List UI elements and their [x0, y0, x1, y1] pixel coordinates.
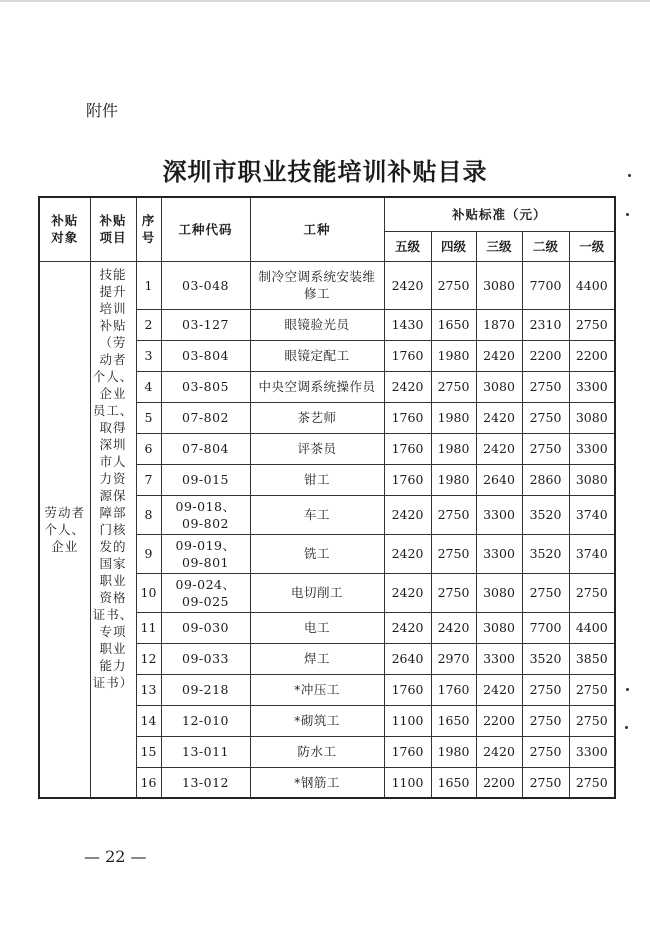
- level-4-cell: 2750: [431, 573, 476, 612]
- code-cell: [161, 464, 250, 495]
- level-2-cell: 2750: [522, 736, 569, 767]
- trade-cell: [250, 495, 384, 534]
- level-4-cell: 1760: [431, 674, 476, 705]
- item-line: 力资: [99, 470, 127, 486]
- item-line: 提升: [99, 283, 127, 299]
- seq-cell: 15: [136, 736, 161, 767]
- trade-line: 铣工: [303, 546, 330, 561]
- trade-line: 电工: [303, 620, 330, 635]
- item-line: 职业: [99, 640, 127, 656]
- level-4-cell: 1650: [431, 705, 476, 736]
- trade-line: 车工: [303, 507, 330, 522]
- trade-line: *冲压工: [294, 682, 340, 697]
- level-5-cell: 2640: [384, 643, 431, 674]
- code-cell: [161, 534, 250, 573]
- level-3-cell: 3300: [476, 495, 522, 534]
- level-5-cell: 1430: [384, 309, 431, 340]
- header-code: 工种代码: [161, 197, 250, 261]
- header-level-1: 一级: [569, 231, 615, 261]
- subsidy-table: [38, 196, 616, 799]
- header-row-1: [39, 197, 615, 231]
- item-line: 培训: [99, 300, 127, 316]
- level-5-cell: 2420: [384, 534, 431, 573]
- item-line: 专项: [99, 623, 127, 639]
- code-line: 09-015: [182, 472, 229, 487]
- level-1-cell: 3740: [569, 534, 615, 573]
- header-target-line: 对象: [51, 230, 79, 246]
- trade-line: 修工: [303, 286, 330, 301]
- item-line: 国家: [99, 555, 127, 571]
- code-cell: [161, 402, 250, 433]
- level-3-cell: 1870: [476, 309, 522, 340]
- header-seq-line: 号: [141, 230, 156, 246]
- level-2-cell: 7700: [522, 261, 569, 309]
- trade-cell: [250, 674, 384, 705]
- level-2-cell: 2200: [522, 340, 569, 371]
- trade-line: *钢筋工: [294, 774, 340, 790]
- trade-cell: [250, 705, 384, 736]
- trade-line: 眼镜定配工: [284, 348, 350, 363]
- level-2-cell: 2750: [522, 573, 569, 612]
- trade-line: 中央空调系统操作员: [258, 379, 376, 394]
- scan-speck: [626, 688, 629, 691]
- seq-cell: 1: [136, 261, 161, 309]
- item-line: 员工、: [92, 402, 134, 418]
- item-line: 补贴: [99, 317, 127, 333]
- code-line: 09-801: [182, 554, 229, 570]
- item-cell: [90, 261, 136, 798]
- header-level-3: 三级: [476, 231, 522, 261]
- code-line: 07-802: [182, 410, 229, 425]
- level-1-cell: 3740: [569, 495, 615, 534]
- trade-line: 电切削工: [290, 585, 343, 600]
- target-cell: [39, 261, 90, 798]
- level-1-cell: 3300: [569, 371, 615, 402]
- trade-cell: [250, 340, 384, 371]
- seq-cell: 2: [136, 309, 161, 340]
- level-3-cell: 3300: [476, 534, 522, 573]
- item-line: 能力: [99, 657, 127, 673]
- level-3-cell: 2420: [476, 736, 522, 767]
- scan-edge: [0, 0, 650, 2]
- level-4-cell: 2750: [431, 495, 476, 534]
- header-target: [39, 197, 90, 261]
- seq-cell: 8: [136, 495, 161, 534]
- header-level-2: 二级: [522, 231, 569, 261]
- trade-cell: [250, 261, 384, 309]
- item-line: 证书、: [92, 606, 134, 622]
- trade-cell: [250, 767, 384, 798]
- trade-cell: [250, 612, 384, 643]
- item-line: 市人: [99, 453, 127, 469]
- trade-cell: [250, 433, 384, 464]
- level-2-cell: 2310: [522, 309, 569, 340]
- item-line: 个人、: [92, 368, 134, 384]
- code-line: 03-804: [182, 348, 229, 363]
- level-1-cell: 2200: [569, 340, 615, 371]
- level-5-cell: 2420: [384, 371, 431, 402]
- header-level-5: 五级: [384, 231, 431, 261]
- level-5-cell: 1100: [384, 767, 431, 798]
- level-1-cell: 3850: [569, 643, 615, 674]
- level-2-cell: 2750: [522, 371, 569, 402]
- level-5-cell: 1760: [384, 736, 431, 767]
- level-5-cell: 1100: [384, 705, 431, 736]
- code-line: 09-018、: [175, 498, 236, 514]
- trade-line: 茶艺师: [297, 410, 337, 425]
- target-line: 企业: [51, 538, 79, 554]
- item-line: 证书）: [92, 674, 134, 690]
- level-3-cell: 3080: [476, 261, 522, 309]
- seq-cell: 5: [136, 402, 161, 433]
- header-level-4: 四级: [431, 231, 476, 261]
- header-trade: 工种: [250, 197, 384, 261]
- level-2-cell: 2750: [522, 433, 569, 464]
- item-line: 取得: [99, 419, 127, 435]
- code-cell: [161, 674, 250, 705]
- trade-cell: [250, 534, 384, 573]
- code-cell: [161, 612, 250, 643]
- level-5-cell: 2420: [384, 612, 431, 643]
- trade-cell: [250, 402, 384, 433]
- level-1-cell: 4400: [569, 261, 615, 309]
- item-line: 发的: [99, 538, 127, 554]
- seq-cell: 14: [136, 705, 161, 736]
- level-4-cell: 1980: [431, 402, 476, 433]
- level-5-cell: 2420: [384, 261, 431, 309]
- code-line: 12-010: [182, 713, 229, 728]
- level-1-cell: 2750: [569, 767, 615, 798]
- level-5-cell: 1760: [384, 674, 431, 705]
- level-3-cell: 2420: [476, 340, 522, 371]
- trade-cell: [250, 371, 384, 402]
- item-line: 门核: [99, 521, 127, 537]
- level-3-cell: 2640: [476, 464, 522, 495]
- level-4-cell: 1980: [431, 340, 476, 371]
- trade-cell: [250, 736, 384, 767]
- header-standard: 补贴标准（元）: [384, 197, 615, 231]
- item-line: 源保: [99, 487, 127, 503]
- level-2-cell: 3520: [522, 495, 569, 534]
- code-cell: [161, 309, 250, 340]
- code-line: 03-048: [182, 277, 229, 293]
- level-1-cell: 3080: [569, 464, 615, 495]
- code-cell: [161, 705, 250, 736]
- code-line: 09-024、: [175, 576, 236, 592]
- level-4-cell: 2750: [431, 261, 476, 309]
- level-5-cell: 1760: [384, 402, 431, 433]
- header-item-line: 项目: [99, 230, 127, 246]
- level-3-cell: 3300: [476, 643, 522, 674]
- seq-cell: 13: [136, 674, 161, 705]
- code-cell: [161, 371, 250, 402]
- level-1-cell: 2750: [569, 674, 615, 705]
- level-4-cell: 1650: [431, 309, 476, 340]
- level-5-cell: 2420: [384, 495, 431, 534]
- header-seq-line: 序: [141, 213, 156, 229]
- seq-cell: 11: [136, 612, 161, 643]
- code-cell: [161, 261, 250, 309]
- seq-cell: 6: [136, 433, 161, 464]
- code-line: 09-025: [182, 593, 229, 609]
- level-2-cell: 2750: [522, 705, 569, 736]
- code-cell: [161, 573, 250, 612]
- level-3-cell: 2200: [476, 705, 522, 736]
- target-line: 劳动者: [44, 504, 85, 520]
- level-1-cell: 4400: [569, 612, 615, 643]
- level-1-cell: 3300: [569, 736, 615, 767]
- level-3-cell: 2420: [476, 433, 522, 464]
- level-4-cell: 2420: [431, 612, 476, 643]
- trade-line: *砌筑工: [294, 713, 340, 728]
- level-5-cell: 1760: [384, 464, 431, 495]
- code-line: 07-804: [182, 441, 229, 456]
- code-cell: [161, 736, 250, 767]
- code-cell: [161, 643, 250, 674]
- item-line: 职业: [99, 572, 127, 588]
- level-4-cell: 2750: [431, 534, 476, 573]
- level-3-cell: 3080: [476, 573, 522, 612]
- level-2-cell: 3520: [522, 643, 569, 674]
- code-line: 13-012: [182, 774, 229, 790]
- code-line: 09-802: [182, 515, 229, 531]
- code-line: 03-127: [182, 317, 229, 332]
- item-line: 障部: [99, 504, 127, 520]
- document-title: 深圳市职业技能培训补贴目录: [162, 157, 488, 186]
- seq-cell: 12: [136, 643, 161, 674]
- scan-speck: [626, 213, 629, 216]
- level-4-cell: 1650: [431, 767, 476, 798]
- header-item: [90, 197, 136, 261]
- level-3-cell: 3080: [476, 371, 522, 402]
- seq-cell: 3: [136, 340, 161, 371]
- level-1-cell: 3080: [569, 402, 615, 433]
- code-line: 09-030: [182, 620, 229, 635]
- trade-line: 焊工: [303, 651, 330, 666]
- header-target-line: 补贴: [51, 213, 79, 229]
- level-1-cell: 2750: [569, 573, 615, 612]
- seq-cell: 4: [136, 371, 161, 402]
- code-cell: [161, 767, 250, 798]
- level-3-cell: 2420: [476, 674, 522, 705]
- level-4-cell: 1980: [431, 736, 476, 767]
- level-2-cell: 2750: [522, 767, 569, 798]
- attachment-label: 附件: [86, 101, 119, 120]
- trade-cell: [250, 464, 384, 495]
- level-2-cell: 2860: [522, 464, 569, 495]
- seq-cell: 16: [136, 767, 161, 798]
- scan-speck: [628, 174, 631, 177]
- level-2-cell: 3520: [522, 534, 569, 573]
- page-number: — 22 —: [84, 847, 147, 866]
- trade-line: 制冷空调系统安装维: [258, 269, 376, 284]
- item-line: 深圳: [99, 436, 127, 452]
- seq-cell: 10: [136, 573, 161, 612]
- level-1-cell: 2750: [569, 705, 615, 736]
- target-line: 个人、: [44, 521, 85, 537]
- code-cell: [161, 340, 250, 371]
- code-line: 09-033: [182, 651, 229, 666]
- trade-cell: [250, 309, 384, 340]
- header-item-line: 补贴: [99, 213, 127, 229]
- trade-cell: [250, 573, 384, 612]
- header-seq: [136, 197, 161, 261]
- level-5-cell: 1760: [384, 340, 431, 371]
- item-line: 技能: [99, 266, 127, 282]
- code-line: 09-218: [182, 682, 229, 697]
- trade-line: 防水工: [297, 744, 337, 759]
- level-2-cell: 2750: [522, 402, 569, 433]
- level-4-cell: 2750: [431, 371, 476, 402]
- code-line: 09-019、: [175, 537, 236, 553]
- trade-line: 眼镜验光员: [284, 317, 350, 332]
- code-line: 03-805: [182, 379, 229, 394]
- level-2-cell: 7700: [522, 612, 569, 643]
- trade-line: 评茶员: [297, 441, 337, 456]
- level-4-cell: 2970: [431, 643, 476, 674]
- scan-speck: [625, 726, 628, 729]
- code-cell: [161, 433, 250, 464]
- item-line: （劳: [99, 334, 127, 350]
- item-line: 动者: [99, 351, 127, 367]
- level-3-cell: 2420: [476, 402, 522, 433]
- level-1-cell: 3300: [569, 433, 615, 464]
- level-5-cell: 2420: [384, 573, 431, 612]
- trade-cell: [250, 643, 384, 674]
- item-line: 企业: [99, 385, 127, 401]
- trade-line: 钳工: [303, 472, 330, 487]
- level-3-cell: 3080: [476, 612, 522, 643]
- seq-cell: 9: [136, 534, 161, 573]
- level-5-cell: 1760: [384, 433, 431, 464]
- level-1-cell: 2750: [569, 309, 615, 340]
- level-4-cell: 1980: [431, 464, 476, 495]
- level-3-cell: 2200: [476, 767, 522, 798]
- level-2-cell: 2750: [522, 674, 569, 705]
- code-cell: [161, 495, 250, 534]
- table-row: [39, 261, 615, 309]
- code-line: 13-011: [182, 744, 229, 759]
- seq-cell: 7: [136, 464, 161, 495]
- level-4-cell: 1980: [431, 433, 476, 464]
- item-line: 资格: [99, 589, 127, 605]
